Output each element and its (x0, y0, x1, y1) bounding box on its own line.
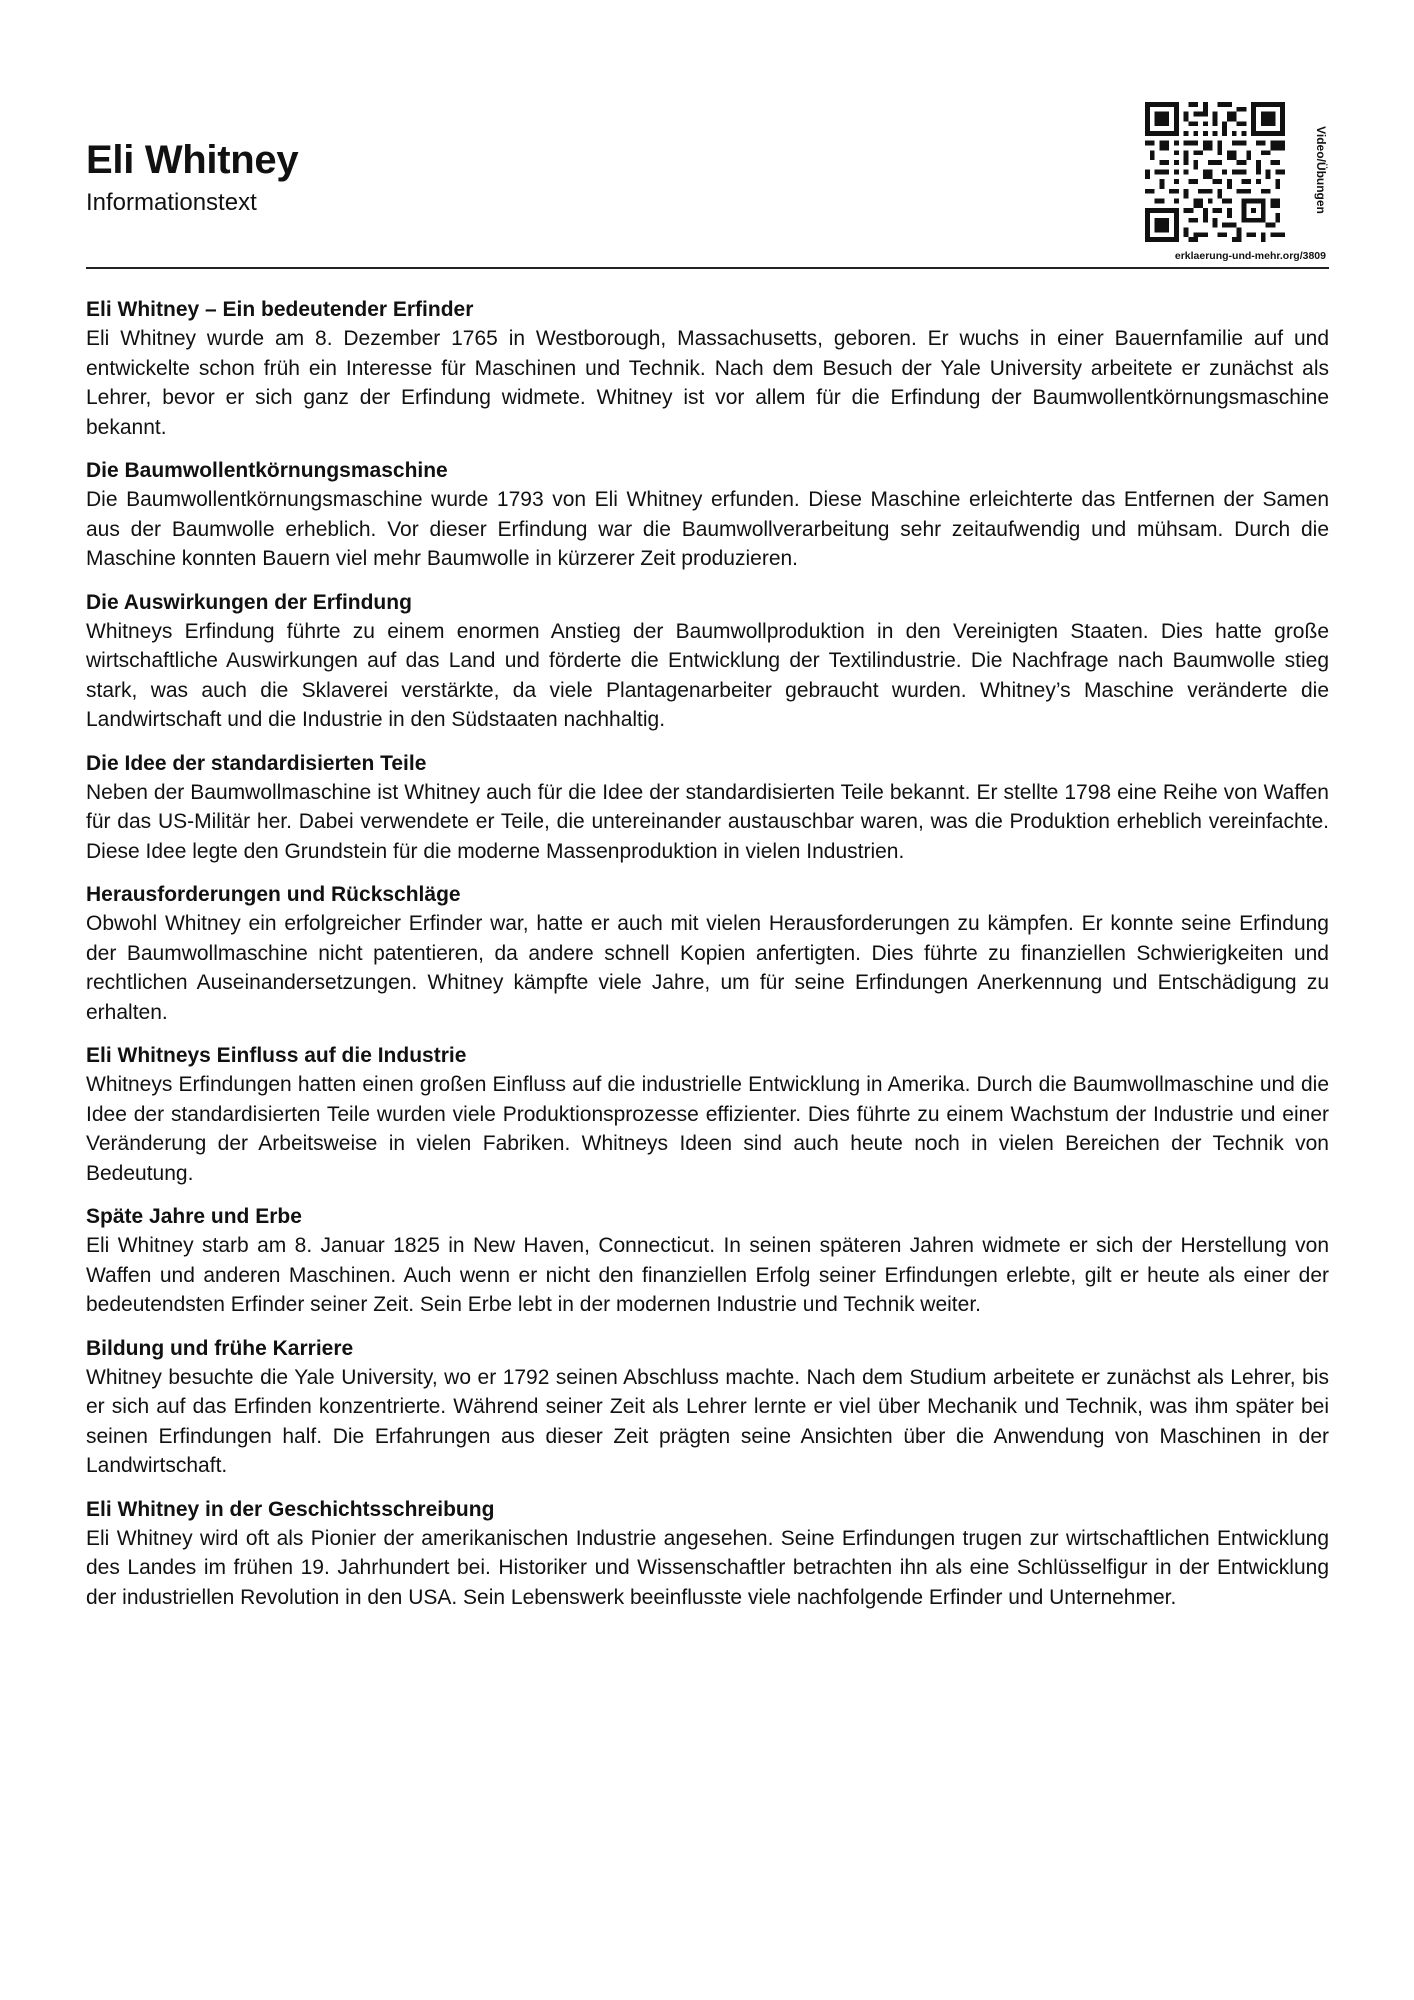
qr-url-link[interactable]: erklaerung-und-mehr.org/3809 (1174, 250, 1326, 262)
section-heading: Die Baumwollentkörnungsmaschine (86, 459, 448, 482)
qr-side-label (1311, 100, 1331, 240)
section-heading: Die Idee der standardisierten Teile (86, 751, 427, 775)
qr-side-label-text: Video/Übungen (1314, 126, 1328, 214)
page-header (86, 92, 1329, 270)
section-birth (86, 295, 1329, 442)
page-subtitle: Informationstext (86, 189, 257, 216)
section-paragraph: Die Baumwollentkörnungsmaschine wurde 1793 von Eli Whitney erfunden. Diese Maschine erleichterte das Entfernen der Samen aus der Baumwolle erheblich. Vor dieser Erfindung war die Baumwollverarbeitung sehr zeitaufwendig und mühsam. Durch die Maschine konnten Bauern viel mehr Baumwolle in kürzerer Zeit produzieren. (86, 488, 1329, 570)
section-paragraph: Eli Whitney starb am 8. Januar 1825 in New Haven, Connecticut. In seinen späteren Jahren widmete er sich der Herstellung von Waffen und anderen Maschinen. Auch wenn er nicht den finanziellen Erfolg seiner Erfindungen erlebte, gilt er heute als einer der bedeutendsten Erfinder seiner Zeit. Sein Erbe lebt in der modernen Industrie und Technik weiter. (86, 1234, 1329, 1316)
section-heading: Eli Whitney – Ein bedeutender Erfinder (86, 298, 474, 321)
section-standard-parts (86, 749, 1329, 867)
section-historiography (86, 1495, 1329, 1613)
section-impact (86, 588, 1329, 735)
section-late-years (86, 1202, 1329, 1320)
section-paragraph: Obwohl Whitney ein erfolgreicher Erfinder war, hatte er auch mit vielen Herausforderungen zu kämpfen. Er konnte seine Erfindung der Baumwollmaschine nicht patentieren, da andere schnell Kopien anfertigten. Dies führte zu finanziellen Schwierigkeiten und rechtlichen Auseinandersetzungen. Whitney kämpfte viele Jahre, um für seine Erfindungen Anerkennung und Entschädigung zu erhalten. (86, 912, 1329, 1024)
section-paragraph: Whitneys Erfindung führte zu einem enormen Anstieg der Baumwollproduktion in den Vereinigten Staaten. Dies hatte große wirtschaftliche Auswirkungen auf das Land und förderte die Entwicklung der Textilindustrie. Die Nachfrage nach Baumwolle stieg stark, was auch die Sklaverei verstärkte, da viele Plantagenarbeiter gebraucht wurden. Whitney’s Maschine veränderte die Landwirtschaft und die Industrie in den Südstaaten nachhaltig. (86, 619, 1329, 731)
section-paragraph: Whitneys Erfindungen hatten einen großen Einfluss auf die industrielle Entwicklung in Amerika. Durch die Baumwollmaschine und die Idee der standardisierten Teile wurden viele Produktionsprozesse effizienter. Dies führte zu einem Wachstum der Industrie und einer Veränderung der Arbeitsweise in vielen Fabriken. Whitneys Ideen sind auch heute noch in vielen Bereichen der Technik von Bedeutung. (86, 1073, 1329, 1185)
page-title: Eli Whitney (86, 138, 299, 182)
header-divider (86, 267, 1329, 269)
section-heading: Eli Whitneys Einfluss auf die Industrie (86, 1044, 467, 1067)
section-education (86, 1334, 1329, 1481)
section-paragraph: Eli Whitney wurde am 8. Dezember 1765 in Westborough, Massachusetts, geboren. Er wuchs in einer Bauernfamilie auf und entwickelte schon früh ein Interesse für Maschinen und Technik. Nach dem Besuch der Yale University arbeitete er zunächst als Lehrer, bevor er sich ganz der Erfindung widmete. Whitney ist vor allem für die Erfindung der Baumwollentkörnungsmaschine bekannt. (86, 327, 1329, 439)
section-paragraph: Whitney besuchte die Yale University, wo er 1792 seinen Abschluss machte. Nach dem Studium arbeitete er zunächst als Lehrer, bis er sich auf das Erfinden konzentrierte. Während seiner Zeit als Lehrer lernte er viel über Mechanik und Technik, was ihm später bei seinen Erfindungen half. Die Erfahrungen aus dieser Zeit prägten seine Ansichten über die Anwendung von Maschinen in der Landwirtschaft. (86, 1365, 1329, 1477)
qr-code-graphic (1145, 102, 1285, 242)
section-heading: Späte Jahre und Erbe (86, 1205, 302, 1228)
section-influence (86, 1041, 1329, 1188)
section-cotton-gin (86, 456, 1329, 574)
section-challenges (86, 880, 1329, 1027)
section-heading: Bildung und frühe Karriere (86, 1336, 354, 1360)
section-paragraph: Eli Whitney wird oft als Pionier der amerikanischen Industrie angesehen. Seine Erfindungen trugen zur wirtschaftlichen Entwicklung des Landes im frühen 19. Jahrhundert bei. Historiker und Wissenschaftler betrachten ihn als eine Schlüsselfigur in der Entwicklung der industriellen Revolution in den USA. Sein Lebenswerk beeinflusste viele nachfolgende Erfinder und Unternehmer. (86, 1526, 1329, 1609)
section-paragraph: Neben der Baumwollmaschine ist Whitney auch für die Idee der standardisierten Teile bekannt. Er stellte 1798 eine Reihe von Waffen für das US-Militär her. Dabei verwendete er Teile, die untereinander austauschbar waren, was die Produktion erheblich vereinfachte. Diese Idee legte den Grundstein für die moderne Massenproduktion in vielen Industrien. (86, 780, 1329, 863)
section-heading: Die Auswirkungen der Erfindung (86, 590, 412, 614)
qr-code-icon[interactable] (1145, 102, 1285, 242)
document-body (86, 295, 1329, 1626)
section-heading: Eli Whitney in der Geschichtsschreibung (86, 1497, 495, 1521)
section-heading: Herausforderungen und Rückschläge (86, 883, 461, 906)
